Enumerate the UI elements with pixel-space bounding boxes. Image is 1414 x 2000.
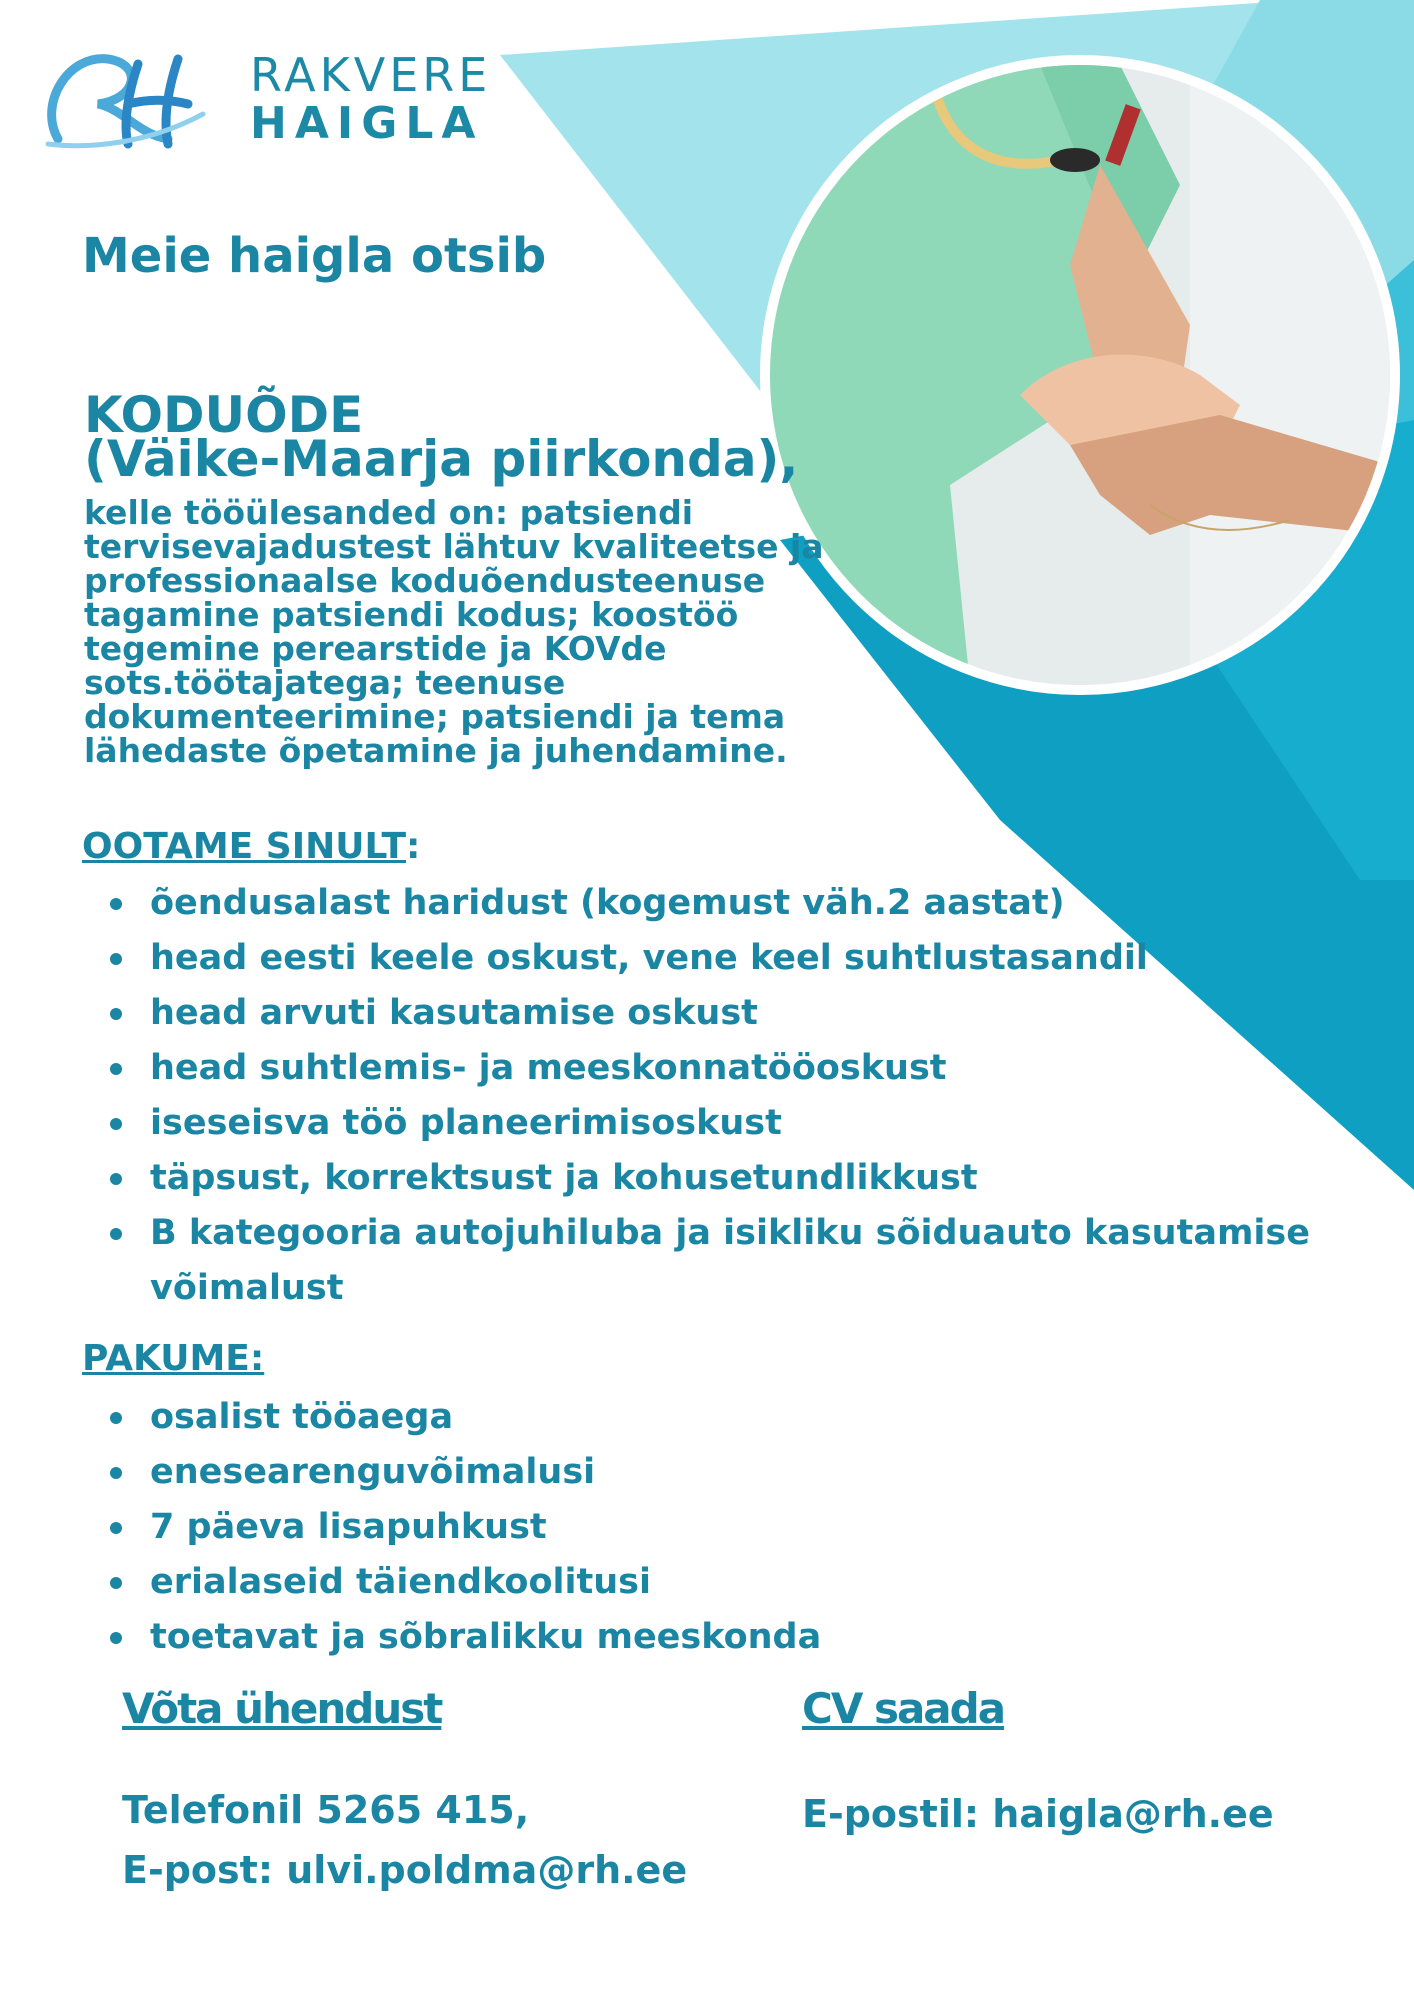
list-item: 7 päeva lisapuhkust [110,1500,1330,1555]
contact-heading: Võta ühendust [122,1684,442,1733]
requirements-heading-colon: : [406,826,421,867]
list-item: head arvuti kasutamise oskust [110,986,1330,1041]
logo-text-rakvere: RAKVERE [250,48,492,102]
list-item: õendusalast haridust (kogemust väh.2 aastat) [110,876,1330,931]
list-item: täpsust, korrektsust ja kohusetundlikkust [110,1151,1330,1206]
contact-details [122,1780,687,1900]
job-title [84,386,799,488]
list-item: B kategooria autojuhiluba ja isikliku sõiduauto kasutamise võimalust [110,1206,1310,1316]
requirements-list [110,876,1330,1316]
cv-details [802,1784,1274,1844]
contact-email: E-post: ulvi.poldma@rh.ee [122,1848,688,1892]
offer-list [110,1390,1330,1665]
cv-heading: CV saada [802,1684,1005,1733]
list-item: osalist tööaega [110,1390,1330,1445]
job-title-region: (Väike-Maarja piirkonda), [84,430,799,488]
lead-heading: Meie haigla otsib [82,228,547,284]
list-item: erialaseid täiendkoolitusi [110,1555,1330,1610]
cv-email: E-postil: haigla@rh.ee [802,1792,1274,1836]
requirements-heading [82,826,420,867]
job-title-position: KODUÕDE [84,386,364,444]
requirements-heading-text: OOTAME SINULT [82,826,406,867]
offer-heading: PAKUME: [82,1338,265,1379]
list-item: enesearenguvõimalusi [110,1445,1330,1500]
contact-phone: Telefonil 5265 415, [122,1788,530,1832]
logo-text-haigla: HAIGLA [250,98,484,149]
hospital-logo [28,44,492,154]
list-item: iseseisva töö planeerimisoskust [110,1096,1330,1151]
list-item: toetavat ja sõbralikku meeskonda [110,1610,1330,1665]
job-duties: kelle tööülesanded on: patsiendi tervisevajadustest lähtuv kvaliteetse ja professionaalse koduõendusteenuse tagamine patsiendi kodus; koostöö tegemine perearstide ja KOVde sots.töötajatega; teenuse dokumenteerimine; patsiendi ja tema lähedaste õpetamine ja juhendamine. [84,493,824,770]
rh-monogram-icon [28,44,208,154]
list-item: head suhtlemis- ja meeskonnatööoskust [110,1041,1330,1096]
list-item: head eesti keele oskust, vene keel suhtlustasandil [110,931,1330,986]
